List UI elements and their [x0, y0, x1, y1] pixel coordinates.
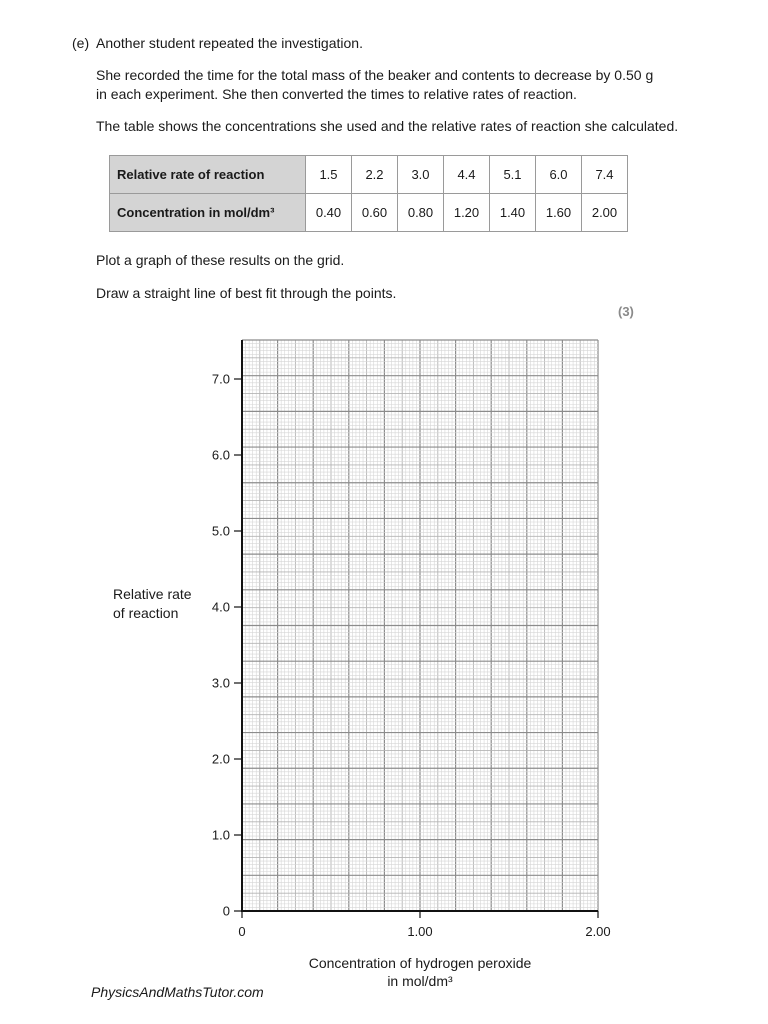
table-cell: 2.2	[352, 156, 398, 194]
table-cell: 7.4	[582, 156, 628, 194]
paragraph-1-line-2: in each experiment. She then converted the times to relative rates of reaction.	[96, 86, 577, 102]
table-cell: 1.40	[490, 194, 536, 232]
y-tick-label: 1.0	[211, 827, 230, 843]
table-cell: 1.5	[306, 156, 352, 194]
x-axis-label-line-2: in mol/dm³	[387, 973, 453, 989]
table-row-header: Relative rate of reaction	[110, 156, 306, 194]
table-row-header: Concentration in mol/dm³	[110, 194, 306, 232]
question-label: (e)	[72, 35, 90, 51]
table-cell: 4.4	[444, 156, 490, 194]
table-row	[110, 194, 628, 232]
y-axis-label-line-1: Relative rate	[113, 586, 192, 602]
marks-label: (3)	[618, 304, 634, 319]
table-cell: 5.1	[490, 156, 536, 194]
y-tick-label: 5.0	[211, 523, 230, 539]
y-axis-label-line-2: of reaction	[113, 605, 179, 621]
footer-site-name: PhysicsAndMathsTutor.com	[91, 984, 264, 1000]
table-cell: 0.60	[352, 194, 398, 232]
results-table	[109, 155, 628, 232]
table-cell: 3.0	[398, 156, 444, 194]
table-row	[110, 156, 628, 194]
y-tick-label: 3.0	[211, 675, 230, 691]
y-tick-label: 4.0	[211, 599, 230, 615]
y-tick-label: 0	[222, 903, 230, 919]
x-axis-ticks	[238, 911, 610, 939]
x-tick-label: 2.00	[585, 924, 611, 939]
table-cell: 1.60	[536, 194, 582, 232]
paragraph-2: The table shows the concentrations she used and the relative rates of reaction she calculated.	[96, 118, 679, 134]
table-cell: 0.40	[306, 194, 352, 232]
question-intro: Another student repeated the investigation.	[96, 35, 363, 51]
table-cell: 1.20	[444, 194, 490, 232]
x-tick-label: 1.00	[407, 924, 433, 939]
graph-grid	[0, 330, 768, 939]
table-cell: 0.80	[398, 194, 444, 232]
y-tick-label: 6.0	[211, 447, 230, 463]
y-axis-ticks	[212, 372, 242, 919]
table-cell: 6.0	[536, 156, 582, 194]
grid-lines	[242, 340, 598, 911]
y-tick-label: 7.0	[211, 371, 230, 387]
x-axis-label-line-1: Concentration of hydrogen peroxide	[308, 955, 532, 971]
table-cell: 2.00	[582, 194, 628, 232]
paragraph-3: Plot a graph of these results on the grid.	[96, 252, 345, 268]
paragraph-4: Draw a straight line of best fit through the points.	[96, 285, 397, 301]
paragraph-1-line-1: She recorded the time for the total mass of the beaker and contents to decrease by 0.50 g	[96, 67, 654, 83]
x-tick-label: 0	[238, 924, 246, 939]
y-tick-label: 2.0	[211, 751, 230, 767]
